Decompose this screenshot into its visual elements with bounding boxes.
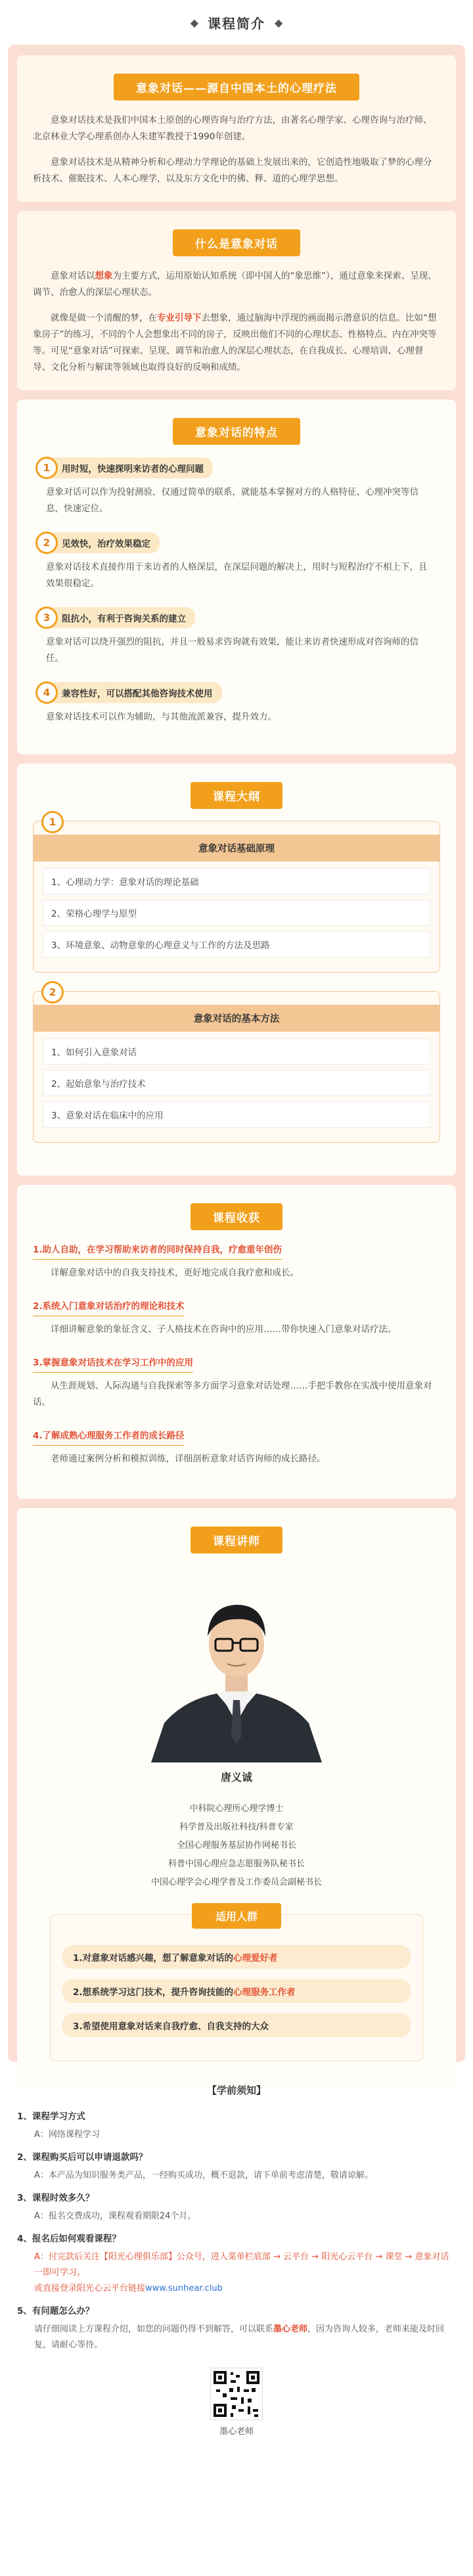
outline-card <box>17 764 456 1176</box>
qr-code-icon[interactable] <box>210 2368 263 2420</box>
notes-section <box>0 2062 473 2443</box>
audience-box <box>50 1910 423 2061</box>
gain-text: 从生涯规划、人际沟通与自我探索等多方面学习意象对话处理……手把手教你在实战中使用意象对话。 <box>33 1381 432 1408</box>
audience-text: 1.对意象对话感兴趣，想了解意象对话的 <box>73 1953 234 1964</box>
module-lesson-item: 1、心理动力学：意象对话的理论基础 <box>43 868 430 894</box>
faq-question: 4、报名后如何观看课程？ <box>17 2234 121 2244</box>
feature-item <box>33 607 440 667</box>
teacher-credential: 中国心理学会心理学普及工作委员会副秘书长 <box>150 1877 322 1887</box>
teacher-portrait-illustration <box>138 1565 335 1762</box>
feature-number-badge: 1 <box>35 457 58 479</box>
page-header <box>0 0 473 45</box>
gain-item <box>33 1428 440 1467</box>
what-paragraph: 意象对话以想象为主要方式，运用原始认知系统（即中国人的“象思维”），通过意象来探索、呈现、调节、治愈人的深层心理状态。 <box>33 271 437 298</box>
teacher-credential: 科学普及出版社科技/科普专家 <box>179 1822 294 1832</box>
module-heading: 意象对话基础原理 <box>34 835 439 862</box>
gain-title-wrap <box>33 1355 440 1378</box>
feature-text: 意象对话技术直接作用于来访者的人格深层，在深层问题的解决上，用时与短程治疗不相上下，且效果很稳定。 <box>46 562 428 589</box>
gain-title-wrap <box>33 1242 440 1265</box>
audience-list <box>62 1945 411 2037</box>
outline-module <box>33 986 440 1143</box>
audience-item <box>62 1979 411 2003</box>
gain-item <box>33 1299 440 1338</box>
teacher-name: 唐义诚 <box>220 1771 252 1783</box>
audience-highlight: 心理爱好者 <box>233 1953 278 1964</box>
teacher-credential: 中科院心理所心理学博士 <box>189 1804 284 1814</box>
faq-question: 2、课程购买后可以申请退款吗？ <box>17 2152 148 2163</box>
module-lesson-item: 2、起始意象与治疗技术 <box>43 1070 430 1096</box>
outline-list <box>33 816 440 1143</box>
gain-text: 老师通过案例分析和模拟训练，详细剖析意象对话咨询师的成长路径。 <box>51 1454 326 1464</box>
feature-text: 意象对话可以绕开强烈的阻抗，并且一般易求咨询就有效果，能让来访者快速形成对咨询师的信任。 <box>46 637 418 664</box>
feature-number-badge: 4 <box>35 681 58 704</box>
module-lesson-item: 1、如何引入意象对话 <box>43 1038 430 1065</box>
features-list <box>33 457 440 725</box>
faq-answer: A：报名交费成功，课程观看期限24个月。 <box>34 2211 196 2221</box>
feature-label: 兼容性好，可以搭配其他咨询技术使用 <box>46 682 222 703</box>
feature-number-badge: 3 <box>35 607 58 629</box>
faq-answer: A：付完款后关注【阳光心理俱乐部】公众号，进入菜单栏底部 → 云平台 → 阳光心云平台 → 课堂 → 意象对话一即可学习。 <box>34 2252 449 2278</box>
faq-answer: 请仔细阅读上方课程介绍，如您的问题仍得不到解答，可以联系墨心老师，因为咨询人较多，老师来能及时回复，请耐心等待。 <box>34 2324 445 2350</box>
feature-header <box>35 457 440 479</box>
notes-title: 【学前须知】 <box>206 2084 266 2096</box>
audience-item <box>62 2013 411 2037</box>
platform-link[interactable]: www.sunhear.club <box>145 2284 223 2293</box>
teacher-card <box>17 1508 456 2088</box>
intro-section-title: 意象对话——源自中国本土的心理疗法 <box>33 74 440 101</box>
teacher-credential: 科普中国心理应急志愿服务队秘书长 <box>168 1859 305 1869</box>
feature-number-badge: 2 <box>35 532 58 554</box>
gain-title: 2.系统入门意象对话治疗的理论和技术 <box>33 1299 185 1316</box>
page-title: 课程简介 <box>208 15 265 32</box>
feature-header <box>35 607 440 629</box>
feature-item <box>33 681 440 725</box>
gain-item <box>33 1355 440 1411</box>
module-lesson-item: 3、环境意象、动物意象的心理意义与工作的方法及思路 <box>43 931 430 957</box>
module-number-badge: 1 <box>41 811 64 833</box>
what-section-title: 什么是意象对话 <box>33 229 440 256</box>
faq-question: 1、课程学习方式 <box>17 2111 85 2122</box>
gains-section-title: 课程收获 <box>33 1203 440 1230</box>
intro-paragraph: 意象对话技术是我们中国本土原创的心理咨询与治疗方法，由著名心理学家、心理咨询与治疗师、北京林业大学心理系创办人朱建军教授于1990年创建。 <box>33 115 432 142</box>
faq-question: 5、有问题怎么办？ <box>17 2306 95 2316</box>
gain-text: 详细讲解意象的象征含义、子人格技术在咨询中的应用……带你快速入门意象对话疗法。 <box>51 1324 397 1335</box>
audience-item <box>62 1945 411 1969</box>
audience-text: 2.想系统学习这门技术，提升咨询技能的 <box>73 1987 234 1998</box>
feature-item <box>33 457 440 517</box>
feature-label: 用时短，快速探明来访者的心理问题 <box>46 457 213 478</box>
what-card <box>17 211 456 390</box>
gain-title-wrap <box>33 1428 440 1451</box>
teacher-photo <box>138 1565 335 1762</box>
audience-highlight: 心理服务工作者 <box>233 1987 296 1998</box>
faq-question: 3、课程时效多久？ <box>17 2193 95 2203</box>
feature-text: 意象对话技术可以作为辅助，与其他流派兼容，提升效力。 <box>46 712 277 722</box>
gain-text: 详解意象对话中的自我支持技术，更好地完成自我疗愈和成长。 <box>51 1268 299 1278</box>
module-number-badge: 2 <box>41 981 64 1003</box>
feature-item <box>33 532 440 592</box>
feature-label: 阻抗小，有利于咨询关系的建立 <box>46 607 195 628</box>
gains-list <box>33 1242 440 1467</box>
module-lesson-item: 3、意象对话在临床中的应用 <box>43 1101 430 1128</box>
audience-text: 3.希望使用意象对话来自我疗愈、自我支持的大众 <box>73 2021 269 2032</box>
intro-card <box>17 55 456 202</box>
features-section-title: 意象对话的特点 <box>33 418 440 445</box>
module-lesson-item: 2、荣格心理学与原型 <box>43 900 430 926</box>
content-panel <box>8 45 465 2062</box>
features-card <box>17 400 456 754</box>
what-paragraph: 就像是做一个清醒的梦，在专业引导下去想象，通过脑海中浮现的画面揭示潜意识的信息。比如“想象房子”的练习，不同的个人会想象出不同的房子，反映出他们不同的心理状态、性格特点、内在冲突等等。可见“意象对话”可探索、呈现、调节和治愈人的深层心理状态，在自我成长、心理培训、心理督导、文化分析与解读等领域也取得良好的反响和成绩。 <box>33 313 437 373</box>
gain-title: 4.了解成熟心理服务工作者的成长路径 <box>33 1428 185 1446</box>
outline-module <box>33 816 440 973</box>
diamond-icon: ◆ <box>275 16 283 29</box>
teacher-section-title: 课程讲师 <box>33 1527 440 1553</box>
feature-text: 意象对话可以作为投射测验，仅通过简单的联系，就能基本掌握对方的人格特征、心理冲突等信息，快速定位。 <box>46 487 418 514</box>
qr-caption: 墨心老师 <box>219 2427 254 2437</box>
faq-answer: A：网络课程学习 <box>34 2130 100 2140</box>
feature-header <box>35 681 440 704</box>
outline-section-title: 课程大纲 <box>33 782 440 809</box>
diamond-icon: ◆ <box>190 16 198 29</box>
gains-card <box>17 1185 456 1499</box>
feature-header <box>35 532 440 554</box>
gain-title: 3.掌握意象对话技术在学习工作中的应用 <box>33 1355 193 1373</box>
faq-answer: A：本产品为知识服务类产品，一经购买成功，概不退款，请下单前考虑清楚，敬请谅解。 <box>34 2171 373 2180</box>
teacher-credentials <box>33 1800 440 1892</box>
intro-paragraph: 意象对话技术是从精神分析和心理动力学理论的基础上发展出来的，它创造性地吸取了梦的心理分析技术、催眠技术、人本心理学，以及东方文化中的佛、释、道的心理学思想。 <box>33 157 432 184</box>
audience-title: 适用人群 <box>192 1903 281 1929</box>
gain-title: 1.助人自助，在学习帮助来访者的同时保持自我，疗愈重年创伤 <box>33 1242 282 1260</box>
feature-label: 见效快，治疗效果稳定 <box>46 532 160 553</box>
gain-title-wrap <box>33 1299 440 1322</box>
gain-item <box>33 1242 440 1281</box>
module-heading: 意象对话的基本方法 <box>34 1005 439 1032</box>
teacher-credential: 全国心理服务基层协作网秘书长 <box>176 1841 296 1851</box>
faq-answer-link-line: 或直接登录阳光心云平台链接www.sunhear.club <box>34 2284 223 2293</box>
